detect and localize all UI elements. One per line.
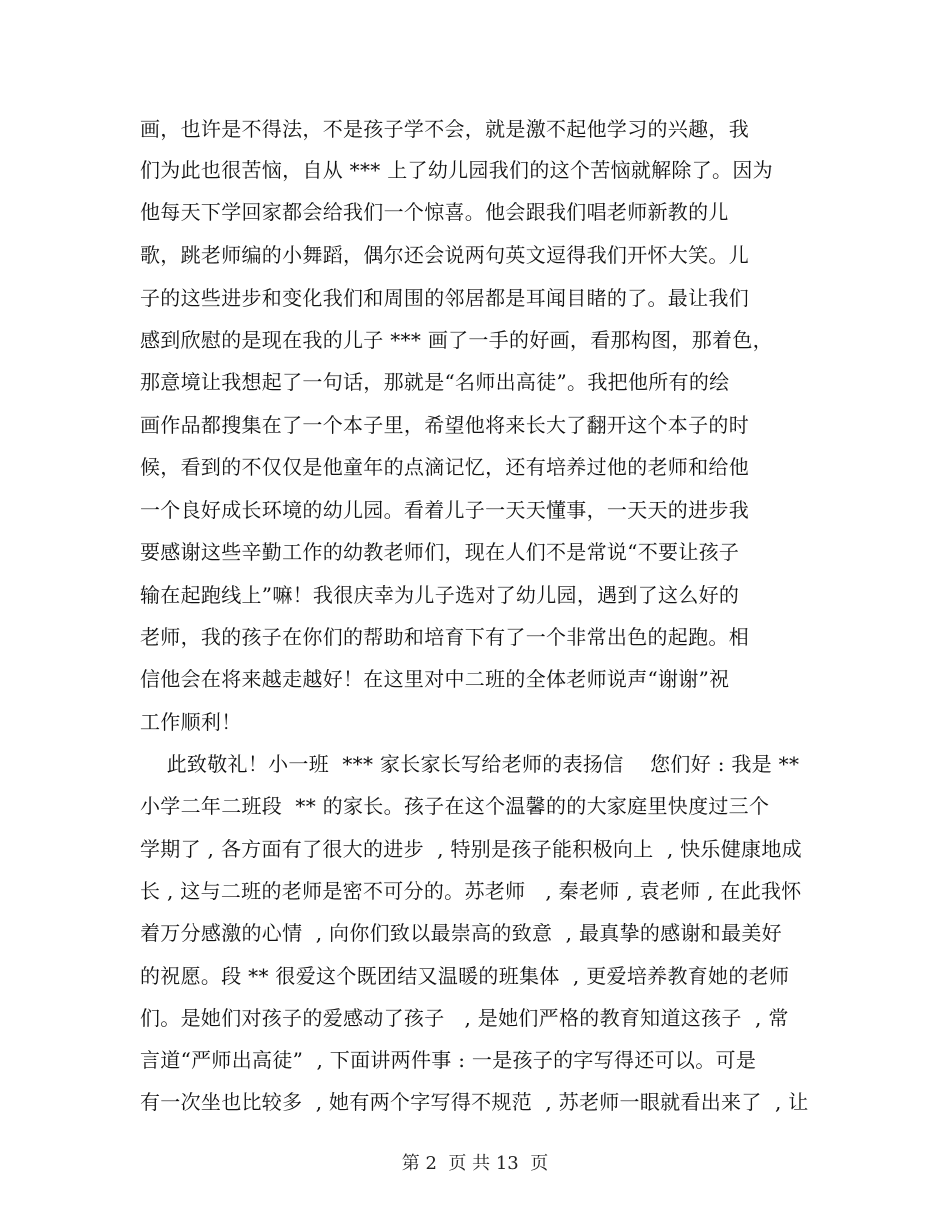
text-line: 歌，跳老师编的小舞蹈，偶尔还会说两句英文逗得我们开怀大笑。儿 [140, 243, 749, 267]
text-line: 输在起跑线上”嘛！我很庆幸为儿子选对了幼儿园，遇到了这么好的 [140, 583, 740, 607]
text-line: 那意境让我想起了一句话，那就是“名师出高徒”。我把他所有的绘 [140, 370, 730, 394]
text-line: 感到欣慰的是现在我的儿子 *** 画了一手的好画，看那构图，那着色， [140, 328, 773, 352]
text-line: 有一次坐也比较多 , 她有两个字写得不规范 , 苏老师一眼就看出来了 , 让 [140, 1090, 809, 1114]
text-line: 画，也许是不得法，不是孩子学不会，就是激不起他学习的兴趣，我 [140, 117, 749, 141]
text-line: 学期了 , 各方面有了很大的进步 , 特别是孩子能积极向上 , 快乐健康地成 [140, 837, 802, 861]
text-line: 老师，我的孩子在你们的帮助和培育下有了一个非常出色的起跑。相 [140, 625, 749, 649]
text-line: 信他会在将来越走越好！在这里对中二班的全体老师说声“谢谢”祝 [140, 667, 730, 691]
text-line: 们为此也很苦恼，自从 *** 上了幼儿园我们的这个苦恼就解除了。因为 [140, 158, 773, 182]
text-line: 长 , 这与二班的老师是密不可分的。苏老师 , 秦老师 , 袁老师 , 在此我怀 [140, 879, 802, 903]
text-line: 小学二年二班段 ** 的家长。孩子在这个温馨的的大家庭里快度过三个 [140, 794, 770, 818]
text-line: 他每天下学回家都会给我们一个惊喜。他会跟我们唱老师新教的儿 [140, 200, 729, 224]
text-line: 言道“严师出高徒” , 下面讲两件事 : 一是孩子的字写得还可以。可是 [140, 1048, 757, 1072]
text-line: 此致敬礼！小一班 *** 家长家长写给老师的表扬信 您们好 : 我是 ** [140, 752, 800, 776]
text-line: 一个良好成长环境的幼儿园。看着儿子一天天懂事，一天天的进步我 [140, 498, 749, 522]
text-line: 着万分感激的心情 , 向你们致以最崇高的致意 , 最真挚的感谢和最美好 [140, 921, 782, 945]
page-number-footer: 第 2 页 共 13 页 [401, 1153, 549, 1174]
text-line: 的祝愿。段 ** 很爱这个既团结又温暖的班集体 , 更爱培养教育她的老师 [140, 964, 790, 988]
text-line: 要感谢这些辛勤工作的幼教老师们，现在人们不是常说“不要让孩子 [140, 540, 740, 564]
text-line: 子的这些进步和变化我们和周围的邻居都是耳闻目睹的了。最让我们 [140, 286, 749, 310]
text-line: 们。是她们对孩子的爱感动了孩子 , 是她们严格的教育知道这孩子 , 常 [140, 1006, 789, 1030]
text-line: 工作顺利！ [140, 710, 242, 734]
text-line: 候，看到的不仅仅是他童年的点滴记忆，还有培养过他的老师和给他 [140, 455, 749, 479]
text-line: 画作品都搜集在了一个本子里，希望他将来长大了翻开这个本子的时 [140, 413, 749, 437]
